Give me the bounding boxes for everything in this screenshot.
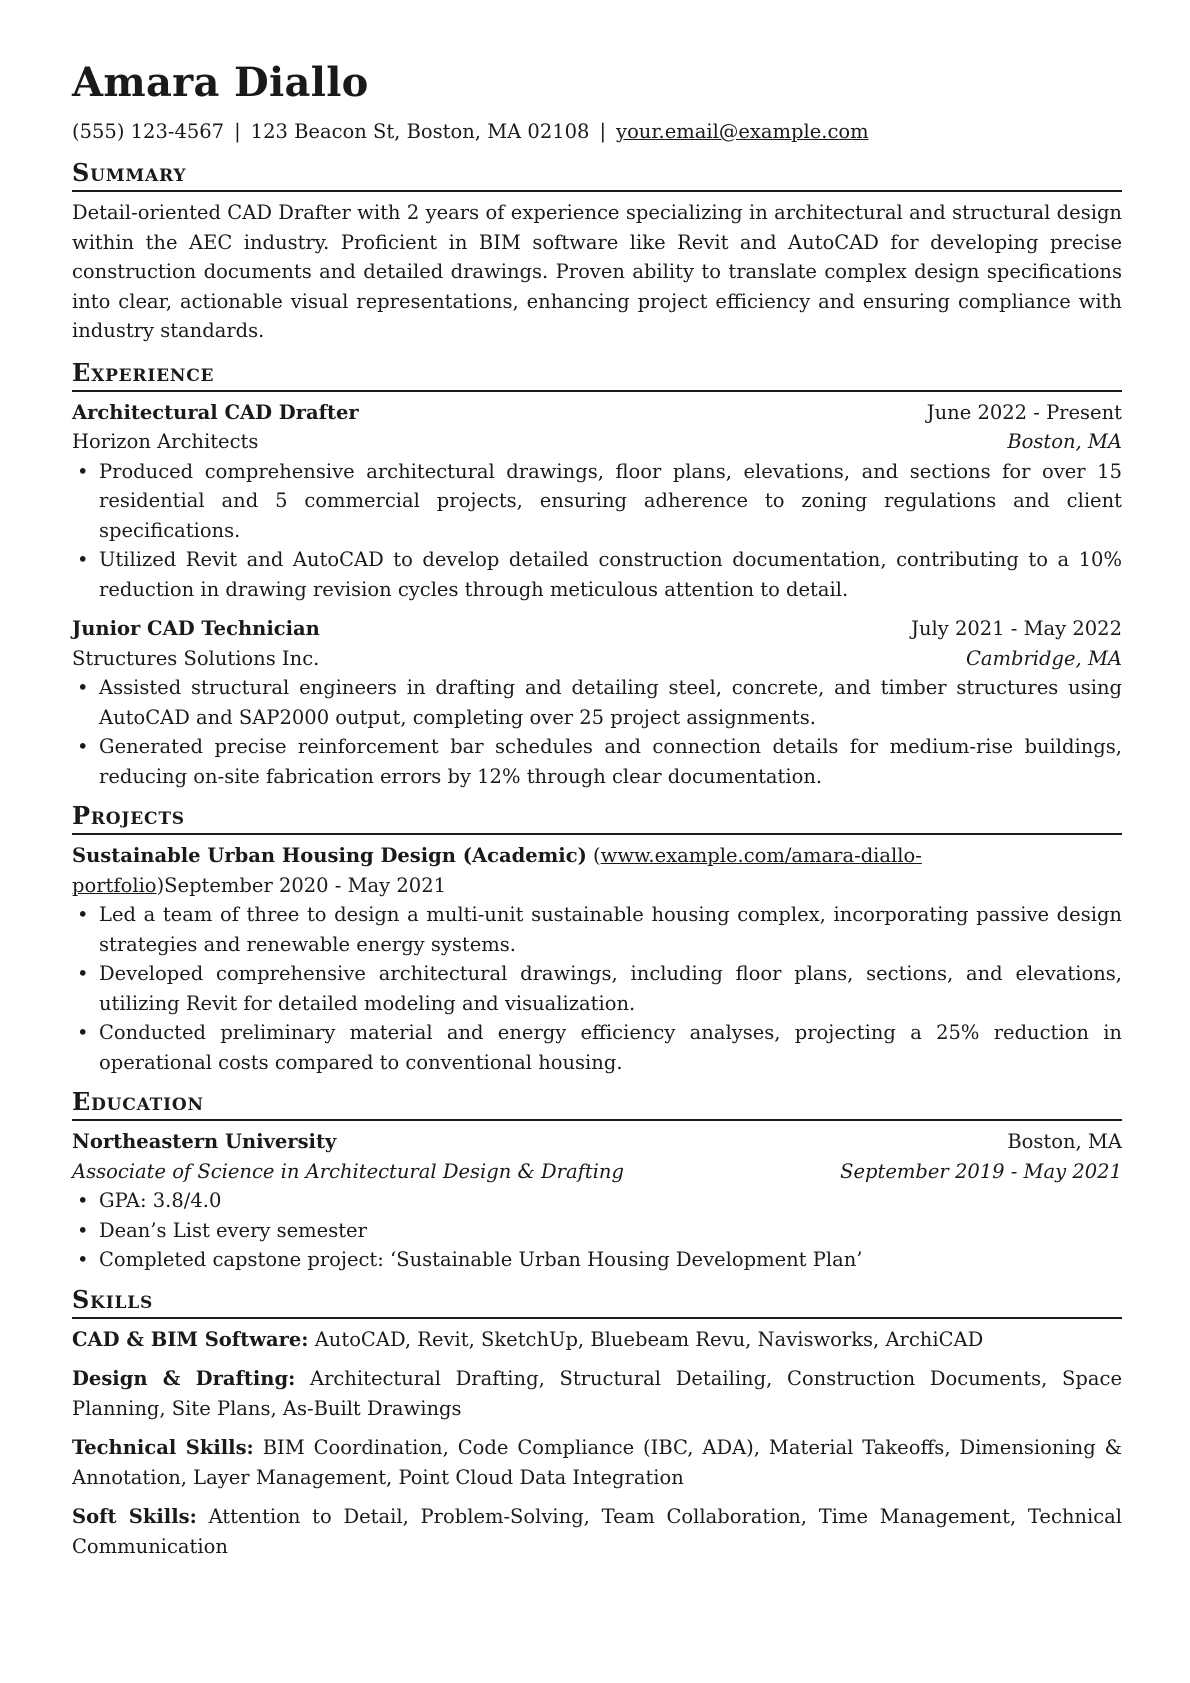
school-location: Boston, MA bbox=[1007, 1130, 1122, 1153]
skill-group-value: Attention to Detail, Problem-Solving, Team Collaboration, Time Management, Technical Communication bbox=[72, 1505, 1123, 1558]
company-name: Structures Solutions Inc. bbox=[72, 646, 320, 670]
skill-group-value: AutoCAD, Revit, SketchUp, Bluebeam Revu, Navisworks, ArchiCAD bbox=[314, 1327, 984, 1351]
email-link[interactable]: your.email@example.com bbox=[616, 120, 869, 143]
education-dates: September 2019 - May 2021 bbox=[840, 1159, 1122, 1183]
skill-group-label: Design & Drafting: bbox=[72, 1367, 296, 1390]
list-item: • Assisted structural engineers in drafting and detailing steel, concrete, and timber structures using AutoCAD and SAP2000 output, completing over 25 project assignments. bbox=[99, 673, 1122, 732]
section-title-summary: Summary bbox=[72, 158, 1122, 192]
job-header bbox=[72, 398, 1122, 428]
contact-separator: | bbox=[234, 120, 241, 143]
address: 123 Beacon St, Boston, MA 02108 bbox=[250, 120, 590, 143]
project-name: Sustainable Urban Housing Design (Academic) bbox=[72, 844, 587, 867]
skill-group bbox=[72, 1364, 1122, 1423]
skill-group bbox=[72, 1325, 1122, 1355]
summary-text: Detail-oriented CAD Drafter with 2 years of experience specializing in architectural and structural design within the AEC industry. Proficient in BIM software like Revit and AutoCAD for developing precise construction documents and detailed drawings. Proven ability to translate complex design specifications into clear, actionable visual representations, enhancing project efficiency and ensuring compliance with industry standards. bbox=[72, 201, 1122, 342]
project-dates: September 2020 - May 2021 bbox=[164, 873, 447, 897]
phone-number: (555) 123-4567 bbox=[72, 120, 225, 143]
section-title-experience: Experience bbox=[72, 358, 1122, 392]
school-header bbox=[72, 1127, 1122, 1157]
degree-name: Associate of Science in Architectural Design & Drafting bbox=[72, 1159, 624, 1183]
degree-line bbox=[72, 1157, 1122, 1187]
skill-group-value: BIM Coordination, Code Compliance (IBC, ADA), Material Takeoffs, Dimensioning & Annotation, Layer Management, Point Cloud Data Integration bbox=[72, 1436, 1123, 1489]
contact-line bbox=[72, 118, 1122, 146]
job-header bbox=[72, 614, 1122, 644]
skill-group bbox=[72, 1502, 1122, 1561]
job-dates: July 2021 - May 2022 bbox=[911, 617, 1122, 640]
list-item: • Led a team of three to design a multi-unit sustainable housing complex, incorporating passive design strategies and renewable energy systems. bbox=[99, 900, 1122, 959]
list-item: • Utilized Revit and AutoCAD to develop detailed construction documentation, contributing to a 10% reduction in drawing revision cycles through meticulous attention to detail. bbox=[99, 545, 1122, 604]
job-bullets bbox=[72, 673, 1122, 791]
job-location: Boston, MA bbox=[1007, 430, 1122, 453]
project-entry bbox=[72, 841, 1122, 1077]
skills-section bbox=[72, 1285, 1122, 1562]
resume-page bbox=[72, 58, 1122, 1571]
list-item: • Completed capstone project: ‘Sustainable Urban Housing Development Plan’ bbox=[99, 1245, 1122, 1275]
experience-entry bbox=[72, 614, 1122, 791]
list-item: • Conducted preliminary material and energy efficiency analyses, projecting a 25% reduction in operational costs compared to conventional housing. bbox=[99, 1018, 1122, 1077]
section-title-projects: Projects bbox=[72, 801, 1122, 835]
education-section bbox=[72, 1087, 1122, 1275]
job-subheader bbox=[72, 427, 1122, 457]
job-subheader bbox=[72, 644, 1122, 674]
job-title: Architectural CAD Drafter bbox=[72, 400, 359, 424]
list-item: • Developed comprehensive architectural drawings, including floor plans, sections, and elevations, utilizing Revit for detailed modeling and visualization. bbox=[99, 959, 1122, 1018]
school-name: Northeastern University bbox=[72, 1130, 337, 1153]
skill-group-label: CAD & BIM Software: bbox=[72, 1327, 309, 1351]
job-location: Cambridge, MA bbox=[965, 646, 1122, 670]
project-bullets bbox=[72, 900, 1122, 1077]
project-link[interactable]: www.example.com/amara-diallo-portfolio bbox=[72, 844, 922, 897]
skill-group-value: Architectural Drafting, Structural Detailing, Construction Documents, Space Planning, Site Plans, As-Built Drawings bbox=[72, 1367, 1122, 1420]
list-item: • Generated precise reinforcement bar schedules and connection details for medium-rise buildings, reducing on-site fabrication errors by 12% through clear documentation. bbox=[99, 732, 1122, 791]
job-title: Junior CAD Technician bbox=[72, 617, 320, 640]
list-item: • Dean’s List every semester bbox=[99, 1216, 1122, 1246]
skill-group-label: Technical Skills: bbox=[72, 1436, 254, 1459]
experience-section bbox=[72, 358, 1122, 792]
project-header: Sustainable Urban Housing Design (Academic) (www.example.com/amara-diallo-portfolio)September 2020 - May 2021 bbox=[72, 844, 922, 897]
skill-group bbox=[72, 1433, 1122, 1492]
list-item: • GPA: 3.8/4.0 bbox=[99, 1186, 1122, 1216]
job-bullets bbox=[72, 457, 1122, 605]
education-bullets bbox=[72, 1186, 1122, 1275]
section-title-education: Education bbox=[72, 1087, 1122, 1121]
contact-separator: | bbox=[599, 120, 607, 143]
skill-group-label: Soft Skills: bbox=[72, 1505, 197, 1528]
summary-section bbox=[72, 158, 1122, 346]
job-dates: June 2022 - Present bbox=[926, 400, 1122, 424]
list-item: • Produced comprehensive architectural drawings, floor plans, elevations, and sections for over 15 residential and 5 commercial projects, ensuring adherence to zoning regulations and client specifications. bbox=[99, 457, 1122, 546]
education-entry bbox=[72, 1127, 1122, 1275]
experience-entry bbox=[72, 398, 1122, 605]
candidate-name: Amara Diallo bbox=[72, 59, 369, 106]
projects-section bbox=[72, 801, 1122, 1077]
company-name: Horizon Architects bbox=[72, 430, 259, 453]
section-title-skills: Skills bbox=[72, 1285, 1122, 1319]
